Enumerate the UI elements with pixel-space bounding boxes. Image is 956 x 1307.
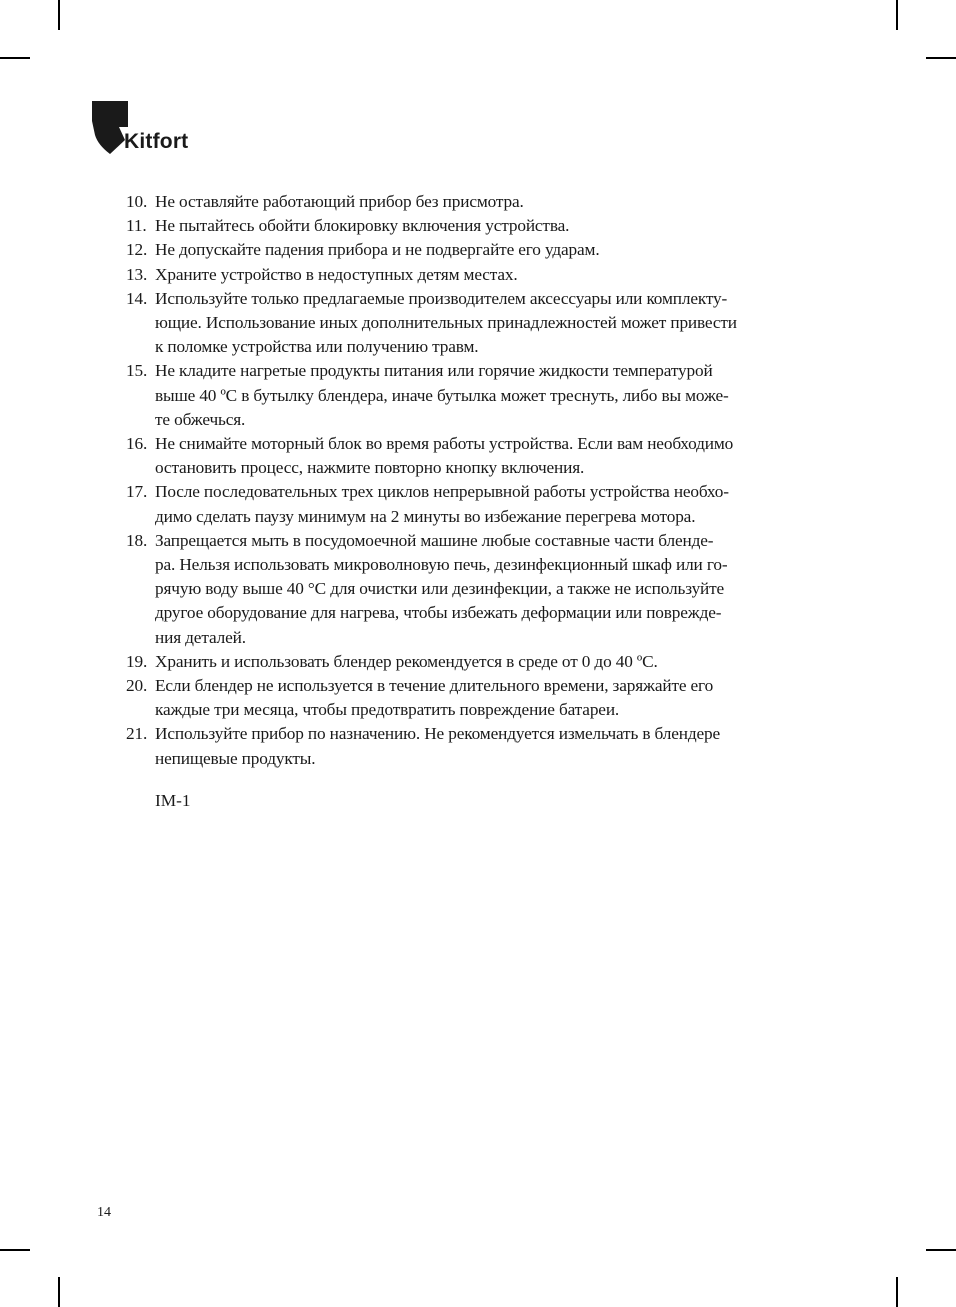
item-text: Храните устройство в недоступных детям местах. (155, 264, 518, 284)
item-line: Используйте только предлагаемые производителем аксессуары или комплекту- (155, 288, 728, 308)
brand-name: Kitfort (124, 130, 189, 153)
list-item (126, 287, 846, 360)
item-number: 13. (126, 264, 148, 284)
crop-mark-top-left-horizontal (0, 57, 30, 59)
item-line: Не снимайте моторный блок во время работы устройства. Если вам необходимо (155, 434, 734, 454)
item-line: ющие. Использование иных дополнительных принадлежностей может привести (155, 313, 737, 333)
item-line: к поломке устройства или получению травм. (155, 337, 479, 357)
list-item (126, 722, 846, 770)
item-line: каждые три месяца, чтобы предотвратить повреждение батареи. (155, 700, 620, 720)
item-text: Не оставляйте работающий прибор без присмотра. (155, 192, 524, 211)
list-item (126, 359, 846, 432)
document-code: IM-1 (155, 791, 191, 810)
item-number: 14. (126, 288, 148, 308)
crop-mark-top-right-horizontal (926, 57, 956, 59)
item-text: Хранить и использовать блендер рекомендуется в среде от 0 до 40 ºС. (155, 651, 658, 671)
crop-mark-bottom-left-horizontal (0, 1249, 30, 1251)
item-text: Не пытайтесь обойти блокировку включения устройства. (155, 216, 570, 236)
list-item (126, 529, 846, 650)
item-number: 16. (126, 434, 148, 454)
item-line: другое оборудование для нагрева, чтобы избежать деформации или поврежде- (155, 603, 722, 623)
crop-mark-bottom-right-vertical (896, 1277, 898, 1307)
crop-mark-top-left-vertical (58, 0, 60, 30)
item-number: 15. (126, 361, 148, 381)
item-line: димо сделать паузу минимум на 2 минуты во избежание перегрева мотора. (155, 506, 696, 526)
item-line: Используйте прибор по назначению. Не рекомендуется измельчать в блендере (155, 724, 721, 744)
item-number: 12. (126, 240, 148, 260)
item-line: Не кладите нагретые продукты питания или горячие жидкости температурой (155, 361, 713, 381)
crop-mark-bottom-right-horizontal (926, 1249, 956, 1251)
list-item (126, 650, 846, 674)
item-number: 19. (126, 651, 148, 671)
item-number: 10. (126, 192, 148, 211)
list-item (126, 263, 846, 287)
item-number: 11. (126, 216, 147, 236)
item-line: После последовательных трех циклов непрерывной работы устройства необхо- (155, 482, 729, 502)
item-line: те обжечься. (155, 409, 246, 429)
list-item (126, 190, 846, 214)
item-line: остановить процесс, нажмите повторно кнопку включения. (155, 458, 585, 478)
list-item (126, 214, 846, 238)
list-item (126, 238, 846, 262)
list-item (126, 432, 846, 480)
item-line: рячую воду выше 40 °С для очистки или дезинфекции, а также не используйте (155, 579, 725, 599)
safety-instructions-list (126, 190, 846, 771)
item-number: 17. (126, 482, 148, 502)
item-line: ния деталей. (155, 627, 246, 647)
item-number: 20. (126, 676, 148, 696)
page-number: 14 (97, 1205, 111, 1220)
item-number: 21. (126, 724, 148, 744)
item-line: ра. Нельзя использовать микроволновую печь, дезинфекционный шкаф или го- (155, 555, 728, 575)
item-line: Запрещается мыть в посудомоечной машине любые составные части бленде- (155, 530, 714, 550)
item-line: непищевые продукты. (155, 748, 316, 768)
item-text: Не допускайте падения прибора и не подвергайте его ударам. (155, 240, 600, 260)
crop-mark-bottom-left-vertical (58, 1277, 60, 1307)
item-line: выше 40 ºС в бутылку блендера, иначе бутылка может треснуть, либо вы може- (155, 385, 729, 405)
item-line: Если блендер не используется в течение длительного времени, заряжайте его (155, 676, 714, 696)
item-number: 18. (126, 530, 148, 550)
crop-mark-top-right-vertical (896, 0, 898, 30)
list-item (126, 480, 846, 528)
list-item (126, 674, 846, 722)
